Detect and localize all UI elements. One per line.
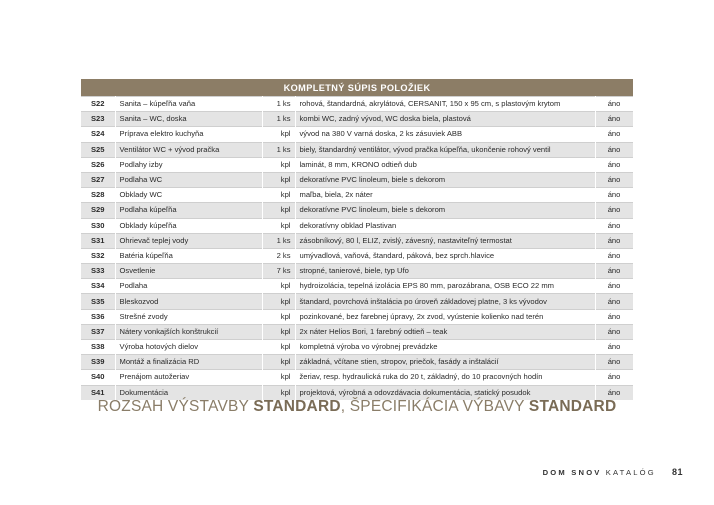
- row-spec: dekoratívne PVC linoleum, biele s dekorom: [295, 172, 595, 187]
- row-included: áno: [595, 203, 633, 218]
- row-unit: kpl: [262, 324, 295, 339]
- row-name: Batéria kúpeľňa: [115, 248, 262, 263]
- row-code: S31: [81, 233, 115, 248]
- row-code: S37: [81, 324, 115, 339]
- row-code: S39: [81, 355, 115, 370]
- row-spec: umývadlová, vaňová, štandard, páková, bez sprch.hlavice: [295, 248, 595, 263]
- row-unit: kpl: [262, 218, 295, 233]
- table-row: [81, 264, 633, 279]
- row-unit: kpl: [262, 370, 295, 385]
- row-included: áno: [595, 127, 633, 142]
- row-name: Montáž a finalizácia RD: [115, 355, 262, 370]
- row-included: áno: [595, 324, 633, 339]
- table-row: [81, 157, 633, 172]
- row-name: Obklady kúpeľňa: [115, 218, 262, 233]
- table-row: [81, 370, 633, 385]
- row-spec: pozinkované, bez farebnej úpravy, 2x zvod, vyústenie kolienko nad terén: [295, 309, 595, 324]
- page-caption: [0, 398, 714, 416]
- caption-bold-2: STANDARD: [528, 398, 617, 415]
- table-row: [81, 233, 633, 248]
- row-included: áno: [595, 370, 633, 385]
- row-code: S29: [81, 203, 115, 218]
- row-spec: zásobníkový, 80 l, ELIZ, zvislý, závesný, nastaviteľný termostat: [295, 233, 595, 248]
- row-name: Obklady WC: [115, 188, 262, 203]
- table-row: [81, 127, 633, 142]
- row-code: S28: [81, 188, 115, 203]
- row-spec: základná, včítane stien, stropov, priečok, fasády a inštalácií: [295, 355, 595, 370]
- caption-text-1: ROZSAH VÝSTAVBY: [97, 398, 254, 415]
- row-name: Výroba hotových dielov: [115, 340, 262, 355]
- row-unit: kpl: [262, 385, 295, 400]
- row-included: áno: [595, 157, 633, 172]
- row-code: S26: [81, 157, 115, 172]
- row-name: Strešné zvody: [115, 309, 262, 324]
- row-code: S24: [81, 127, 115, 142]
- row-unit: kpl: [262, 355, 295, 370]
- row-name: Sanita – WC, doska: [115, 112, 262, 127]
- row-code: S36: [81, 309, 115, 324]
- caption-bold-1: STANDARD: [253, 398, 341, 415]
- row-name: Osvetlenie: [115, 264, 262, 279]
- table-row: [81, 309, 633, 324]
- row-unit: kpl: [262, 157, 295, 172]
- row-spec: 2x náter Helios Bori, 1 farebný odtieň – teak: [295, 324, 595, 339]
- row-spec: kombi WC, zadný vývod, WC doska biela, plastová: [295, 112, 595, 127]
- row-spec: hydroizolácia, tepelná izolácia EPS 80 mm, parozábrana, OSB ECO 22 mm: [295, 279, 595, 294]
- page-number: 81: [671, 467, 683, 477]
- table-row: [81, 294, 633, 309]
- row-unit: kpl: [262, 127, 295, 142]
- row-name: Prenájom autožeriav: [115, 370, 262, 385]
- row-included: áno: [595, 172, 633, 187]
- row-unit: kpl: [262, 309, 295, 324]
- row-name: Podlahy izby: [115, 157, 262, 172]
- row-included: áno: [595, 233, 633, 248]
- row-spec: žeriav, resp. hydraulická ruka do 20 t, základný, do 10 pracovných hodín: [295, 370, 595, 385]
- row-included: áno: [595, 248, 633, 263]
- row-spec: rohová, štandardná, akrylátová, CERSANIT, 150 x 95 cm, s plastovým krytom: [295, 97, 595, 112]
- table-row: [81, 203, 633, 218]
- row-spec: štandard, povrchová inštalácia po úroveň základovej platne, 3 ks vývodov: [295, 294, 595, 309]
- row-code: S23: [81, 112, 115, 127]
- table-row: [81, 355, 633, 370]
- row-included: áno: [595, 294, 633, 309]
- row-unit: kpl: [262, 294, 295, 309]
- row-spec: laminát, 8 mm, KRONO odtieň dub: [295, 157, 595, 172]
- row-spec: dekoratívny obklad Plastivan: [295, 218, 595, 233]
- row-code: S30: [81, 218, 115, 233]
- row-unit: 1 ks: [262, 112, 295, 127]
- row-code: S40: [81, 370, 115, 385]
- row-code: S32: [81, 248, 115, 263]
- row-code: S33: [81, 264, 115, 279]
- row-name: Podlaha: [115, 279, 262, 294]
- row-spec: maľba, biela, 2x náter: [295, 188, 595, 203]
- row-unit: kpl: [262, 188, 295, 203]
- table-row: [81, 142, 633, 157]
- row-spec: stropné, tanierové, biele, typ Ufo: [295, 264, 595, 279]
- row-unit: 1 ks: [262, 97, 295, 112]
- row-included: áno: [595, 188, 633, 203]
- page-footer: [543, 467, 683, 477]
- table-row: [81, 324, 633, 339]
- row-code: S34: [81, 279, 115, 294]
- row-included: áno: [595, 97, 633, 112]
- row-included: áno: [595, 355, 633, 370]
- row-unit: kpl: [262, 203, 295, 218]
- row-included: áno: [595, 385, 633, 400]
- row-code: S35: [81, 294, 115, 309]
- row-included: áno: [595, 309, 633, 324]
- row-name: Dokumentácia: [115, 385, 262, 400]
- row-spec: biely, štandardný ventilátor, vývod pračka kúpeľňa, ukončenie rohový ventil: [295, 142, 595, 157]
- row-code: S27: [81, 172, 115, 187]
- row-code: S41: [81, 385, 115, 400]
- row-included: áno: [595, 218, 633, 233]
- table-row: [81, 112, 633, 127]
- row-unit: kpl: [262, 340, 295, 355]
- row-name: Bleskozvod: [115, 294, 262, 309]
- row-name: Ventilátor WC + vývod pračka: [115, 142, 262, 157]
- row-code: S38: [81, 340, 115, 355]
- row-included: áno: [595, 112, 633, 127]
- table-title: KOMPLETNÝ SÚPIS POLOŽIEK: [81, 79, 633, 97]
- footer-label: KATALÓG: [605, 468, 656, 477]
- row-unit: kpl: [262, 279, 295, 294]
- row-code: S22: [81, 97, 115, 112]
- row-name: Podlaha kúpeľňa: [115, 203, 262, 218]
- table-row: [81, 279, 633, 294]
- table-row: [81, 188, 633, 203]
- caption-text-2: , ŠPECIFIKÁCIA VÝBAVY: [340, 398, 529, 415]
- row-unit: 2 ks: [262, 248, 295, 263]
- row-unit: 1 ks: [262, 142, 295, 157]
- row-included: áno: [595, 340, 633, 355]
- row-unit: 7 ks: [262, 264, 295, 279]
- row-unit: kpl: [262, 172, 295, 187]
- row-included: áno: [595, 142, 633, 157]
- row-unit: 1 ks: [262, 233, 295, 248]
- row-name: Nátery vonkajších konštrukcií: [115, 324, 262, 339]
- table-row: [81, 97, 633, 112]
- row-spec: projektová, výrobná a odovzdávacia dokumentácia, statický posudok: [295, 385, 595, 400]
- items-table: [81, 79, 634, 400]
- row-code: S25: [81, 142, 115, 157]
- table-row: [81, 218, 633, 233]
- row-name: Ohrievač teplej vody: [115, 233, 262, 248]
- row-name: Príprava elektro kuchyňa: [115, 127, 262, 142]
- row-spec: kompletná výroba vo výrobnej prevádzke: [295, 340, 595, 355]
- table-row: [81, 248, 633, 263]
- table-body: [81, 97, 633, 400]
- footer-brand: DOM SNOV: [542, 468, 602, 477]
- row-included: áno: [595, 264, 633, 279]
- table-row: [81, 172, 633, 187]
- row-included: áno: [595, 279, 633, 294]
- table-row: [81, 340, 633, 355]
- row-spec: dekoratívne PVC linoleum, biele s dekorom: [295, 203, 595, 218]
- row-name: Sanita – kúpeľňa vaňa: [115, 97, 262, 112]
- row-spec: vývod na 380 V varná doska, 2 ks zásuviek ABB: [295, 127, 595, 142]
- row-name: Podlaha WC: [115, 172, 262, 187]
